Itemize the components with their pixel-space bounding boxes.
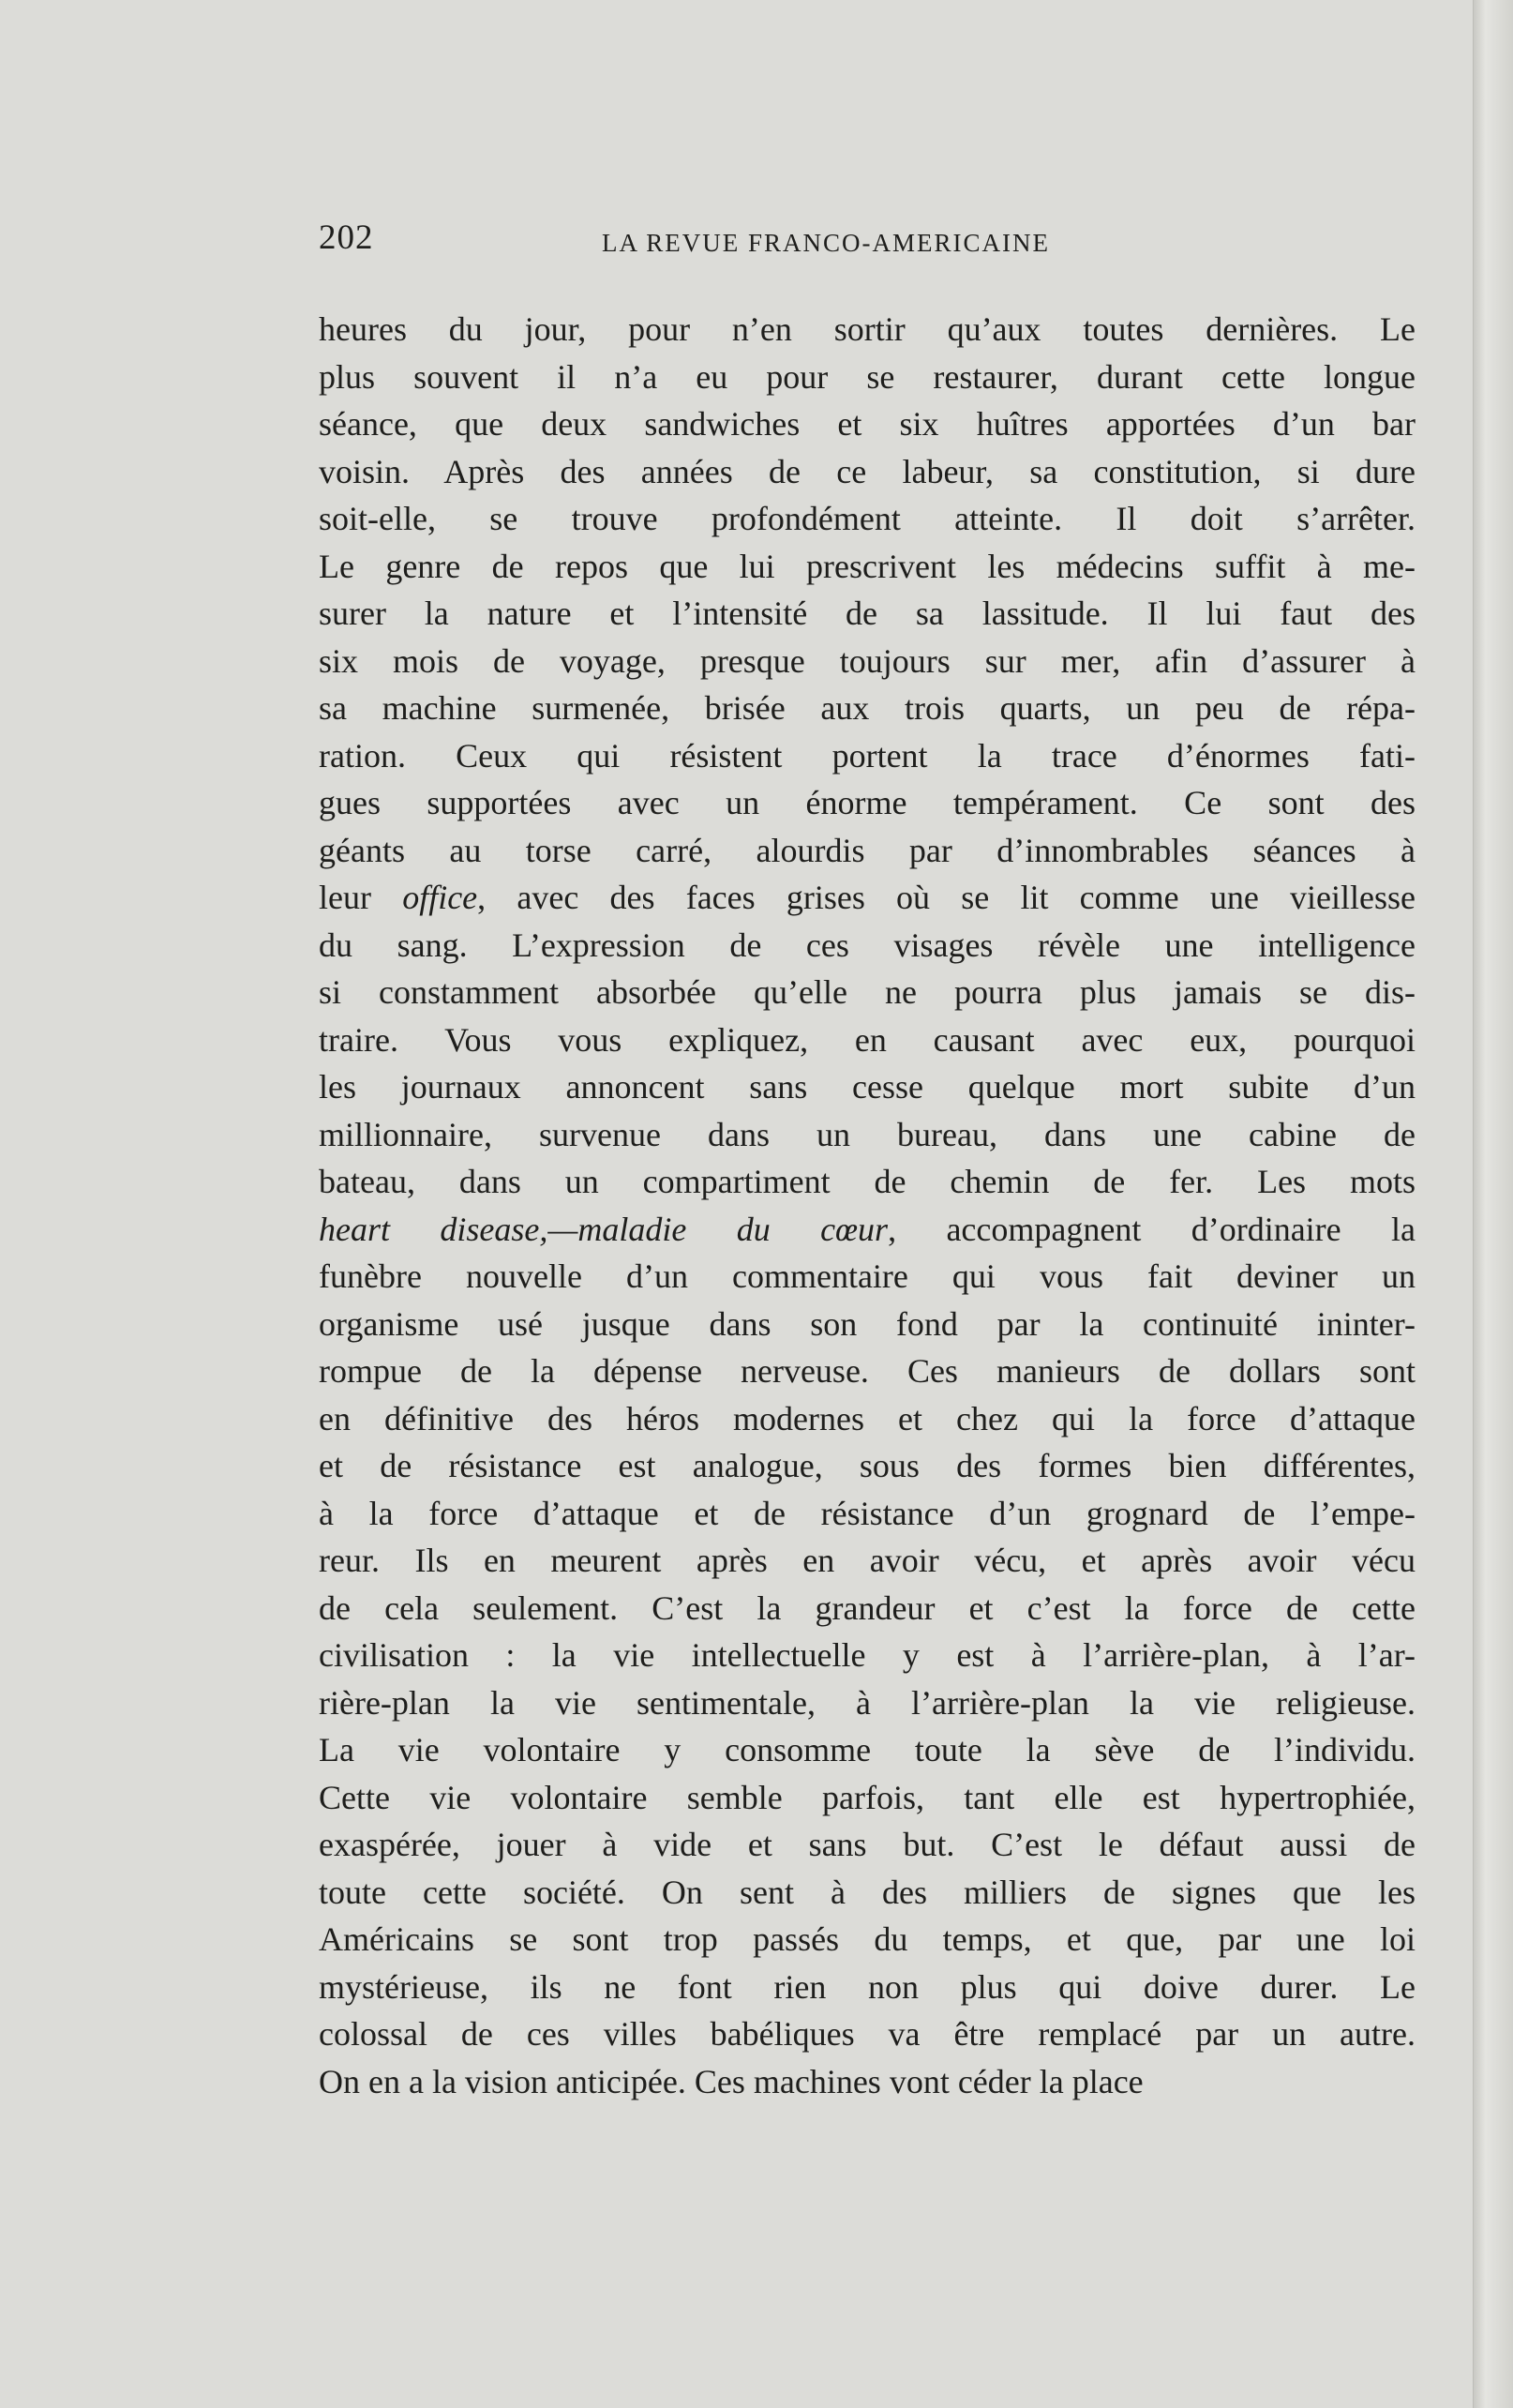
text-line <box>319 969 1416 1016</box>
text-segment: toute cette société. On sent à des milliers de signes que les <box>319 1873 1416 1911</box>
page-header <box>319 214 1416 270</box>
text-segment: On en a la vision anticipée. Ces machines vont céder la place <box>319 2062 1144 2100</box>
text-line <box>319 922 1416 970</box>
text-segment: géants au torse carré, alourdis par d’innombrables séances à <box>319 831 1416 869</box>
text-segment: traire. Vous vous expliquez, en causant avec eux, pourquoi <box>319 1020 1416 1059</box>
running-head: LA REVUE FRANCO-AMERICAINE <box>602 229 1051 257</box>
text-segment: civilisation : la vie intellectuelle y est à l’arrière-plan, à l’ar- <box>319 1636 1416 1674</box>
text-line <box>319 1063 1416 1111</box>
text-segment: plus souvent il n’a eu pour se restaurer, durant cette longue <box>319 357 1416 396</box>
text-line <box>319 1679 1416 1727</box>
text-line <box>319 685 1416 732</box>
text-segment: Américains se sont trop passés du temps, et que, par une loi <box>319 1920 1416 1958</box>
page-edge <box>1473 0 1513 2408</box>
text-segment: exaspérée, jouer à vide et sans but. C’est le défaut aussi de <box>319 1826 1416 1863</box>
text-line <box>319 1821 1416 1869</box>
text-line <box>319 1632 1416 1679</box>
italic-text: office <box>402 879 478 916</box>
text-line <box>319 1111 1416 1159</box>
text-line <box>319 590 1416 638</box>
text-line <box>319 874 1416 922</box>
text-segment: de cela seulement. C’est la grandeur et c’est la force de cette <box>319 1588 1416 1627</box>
text-segment: du sang. L’expression de ces visages révèle une intelligence <box>319 926 1416 964</box>
text-segment: , accompagnent d’ordinaire la <box>888 1210 1416 1248</box>
text-segment: soit-elle, se trouve profondément atteinte. Il doit s’arrêter. <box>319 500 1416 537</box>
text-line <box>319 1301 1416 1348</box>
text-segment: heures du jour, pour n’en sortir qu’aux toutes dernières. Le <box>319 310 1416 348</box>
text-line <box>319 638 1416 685</box>
text-segment: surer la nature et l’intensité de sa lassitude. Il lui faut des <box>319 594 1416 632</box>
text-segment: si constamment absorbée qu’elle ne pourra plus jamais se dis- <box>319 973 1416 1011</box>
text-segment: en définitive des héros modernes et chez qui la force d’attaque <box>319 1399 1416 1437</box>
text-line <box>319 1490 1416 1538</box>
text-segment: mystérieuse, ils ne font rien non plus qui doive durer. Le <box>319 1967 1416 2006</box>
text-segment: La vie volontaire y consomme toute la sève de l’individu. <box>319 1731 1416 1768</box>
text-segment: Cette vie volontaire semble parfois, tant elle est hypertrophiée, <box>319 1778 1416 1816</box>
text-line <box>319 779 1416 827</box>
text-line <box>319 400 1416 448</box>
text-segment: six mois de voyage, presque toujours sur mer, afin d’assurer à <box>319 641 1416 680</box>
text-line <box>319 732 1416 780</box>
text-line <box>319 1869 1416 1917</box>
text-segment: funèbre nouvelle d’un commentaire qui vous fait deviner un <box>319 1257 1416 1295</box>
text-segment: et de résistance est analogue, sous des formes bien différentes, <box>319 1447 1416 1484</box>
text-line <box>319 448 1416 496</box>
text-line <box>319 1158 1416 1206</box>
text-segment: ration. Ceux qui résistent portent la trace d’énormes fati- <box>319 736 1416 775</box>
text-segment: leur <box>319 879 403 916</box>
text-segment: , avec des faces grises où se lit comme une vieillesse <box>477 879 1416 916</box>
text-segment: voisin. Après des années de ce labeur, sa constitution, si dure <box>319 452 1416 490</box>
text-line <box>319 354 1416 401</box>
text-segment: rompue de la dépense nerveuse. Ces manieurs de dollars sont <box>319 1352 1416 1390</box>
text-line <box>319 2010 1416 2058</box>
page-number: 202 <box>319 218 374 257</box>
text-line <box>319 1016 1416 1064</box>
text-segment: organisme usé jusque dans son fond par la continuité ininter- <box>319 1304 1416 1343</box>
text-line <box>319 1537 1416 1585</box>
text-segment: bateau, dans un compartiment de chemin de fer. Les mots <box>319 1163 1416 1200</box>
text-segment: gues supportées avec un énorme tempérament. Ce sont des <box>319 784 1416 821</box>
text-line <box>319 1585 1416 1633</box>
text-line <box>319 1964 1416 2011</box>
text-segment: Le genre de repos que lui prescrivent les médecins suffit à me- <box>319 547 1416 585</box>
text-segment: les journaux annoncent sans cesse quelque mort subite d’un <box>319 1068 1416 1106</box>
text-line <box>319 2058 1416 2106</box>
text-line <box>319 306 1416 354</box>
italic-text: heart disease,—maladie du cœur <box>319 1210 889 1248</box>
text-segment: sa machine surmenée, brisée aux trois quarts, un peu de répa- <box>319 689 1416 727</box>
body-text <box>319 306 1416 2105</box>
text-line <box>319 1395 1416 1443</box>
text-segment: à la force d’attaque et de résistance d’un grognard de l’empe- <box>319 1494 1416 1532</box>
text-segment: colossal de ces villes babéliques va être remplacé par un autre. <box>319 2015 1416 2053</box>
text-line <box>319 827 1416 875</box>
text-line <box>319 495 1416 543</box>
text-line <box>319 1253 1416 1301</box>
text-line <box>319 1726 1416 1774</box>
text-segment: séance, que deux sandwiches et six huîtres apportées d’un bar <box>319 405 1416 443</box>
text-segment: millionnaire, survenue dans un bureau, dans une cabine de <box>319 1115 1416 1153</box>
text-segment: reur. Ils en meurent après en avoir vécu, et après avoir vécu <box>319 1542 1416 1579</box>
text-segment: rière-plan la vie sentimentale, à l’arrière-plan la vie religieuse. <box>319 1683 1416 1722</box>
text-line <box>319 1916 1416 1964</box>
text-line <box>319 1206 1416 1254</box>
text-line <box>319 1774 1416 1822</box>
text-line <box>319 543 1416 591</box>
text-line <box>319 1347 1416 1395</box>
text-line <box>319 1442 1416 1490</box>
